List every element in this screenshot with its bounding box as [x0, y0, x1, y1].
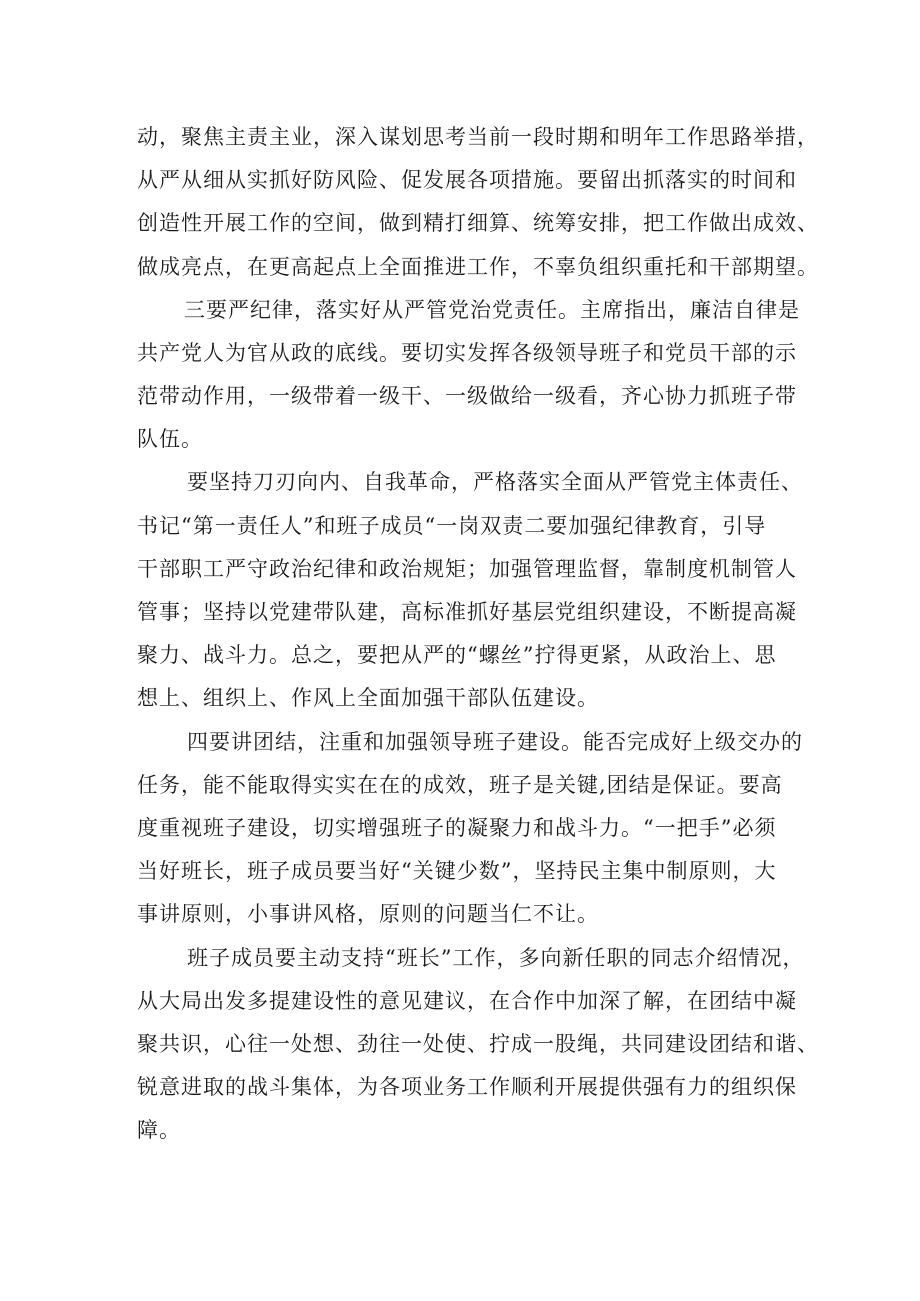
- text-line: 书记“第一责任人”和班子成员“一岗双责二要加强纪律教育，引导: [137, 514, 767, 538]
- text-line: 三要严纪律，落实好从严管党治党责任。主席指出，廉洁自律是: [184, 298, 800, 322]
- text-line: 动，聚焦主责主业，深入谋划思考当前一段时期和明年工作思路举措，: [137, 125, 819, 149]
- text-line: 聚共识，心往一处想、劲往一处使、拧成一股绳，共同建设团结和谐、: [137, 1032, 819, 1056]
- text-line: 队伍。: [137, 427, 203, 451]
- text-line: 干部职工严守政治纪律和政治规矩；加强管理监督，靠制度机制管人: [137, 557, 797, 581]
- text-line: 范带动作用，一级带着一级干、一级做给一级看，齐心协力抓班子带: [137, 384, 797, 408]
- text-line: 障。: [137, 1118, 181, 1142]
- text-line: 锐意进取的战斗集体，为各项业务工作顺利开展提供强有力的组织保: [137, 1075, 797, 1099]
- text-line: 事讲原则，小事讲风格，原则的问题当仁不让。: [137, 902, 599, 926]
- text-line: 任务，能不能取得实实在在的成效，班子是关键,团结是保证。要高: [137, 773, 783, 797]
- text-line: 四要讲团结，注重和加强领导班子建设。能否完成好上级交办的: [187, 730, 803, 754]
- text-line: 聚力、战斗力。总之，要把从严的“螺丝”拧得更紧，从政治上、思: [137, 643, 777, 667]
- text-line: 管事；坚持以党建带队建，高标准抓好基层党组织建设，不断提高凝: [137, 600, 797, 624]
- text-line: 从大局出发多提建设性的意见建议，在合作中加深了解，在团结中凝: [137, 989, 797, 1013]
- text-line: 创造性开展工作的空间，做到精打细算、统筹安排，把工作做出成效、: [137, 211, 819, 235]
- text-line: 做成亮点，在更高起点上全面推进工作，不辜负组织重托和干部期望。: [137, 255, 819, 279]
- text-line: 班子成员要主动支持“班长”工作，多向新任职的同志介绍情况，: [187, 946, 805, 970]
- text-line: 度重视班子建设，切实增强班子的凝聚力和战斗力。“一把手”必须: [137, 816, 777, 840]
- text-line: 共产党人为官从政的底线。要切实发挥各级领导班子和党员干部的示: [137, 341, 797, 365]
- text-line: 想上、组织上、作风上全面加强干部队伍建设。: [137, 686, 599, 710]
- text-line: 当好班长，班子成员要当好“关键少数”，坚持民主集中制原则，大: [137, 859, 777, 883]
- text-line: 要坚持刀刃向内、自我革命，严格落实全面从严管党主体责任、: [187, 470, 803, 494]
- text-line: 从严从细从实抓好防风险、促发展各项措施。要留出抓落实的时间和: [137, 168, 797, 192]
